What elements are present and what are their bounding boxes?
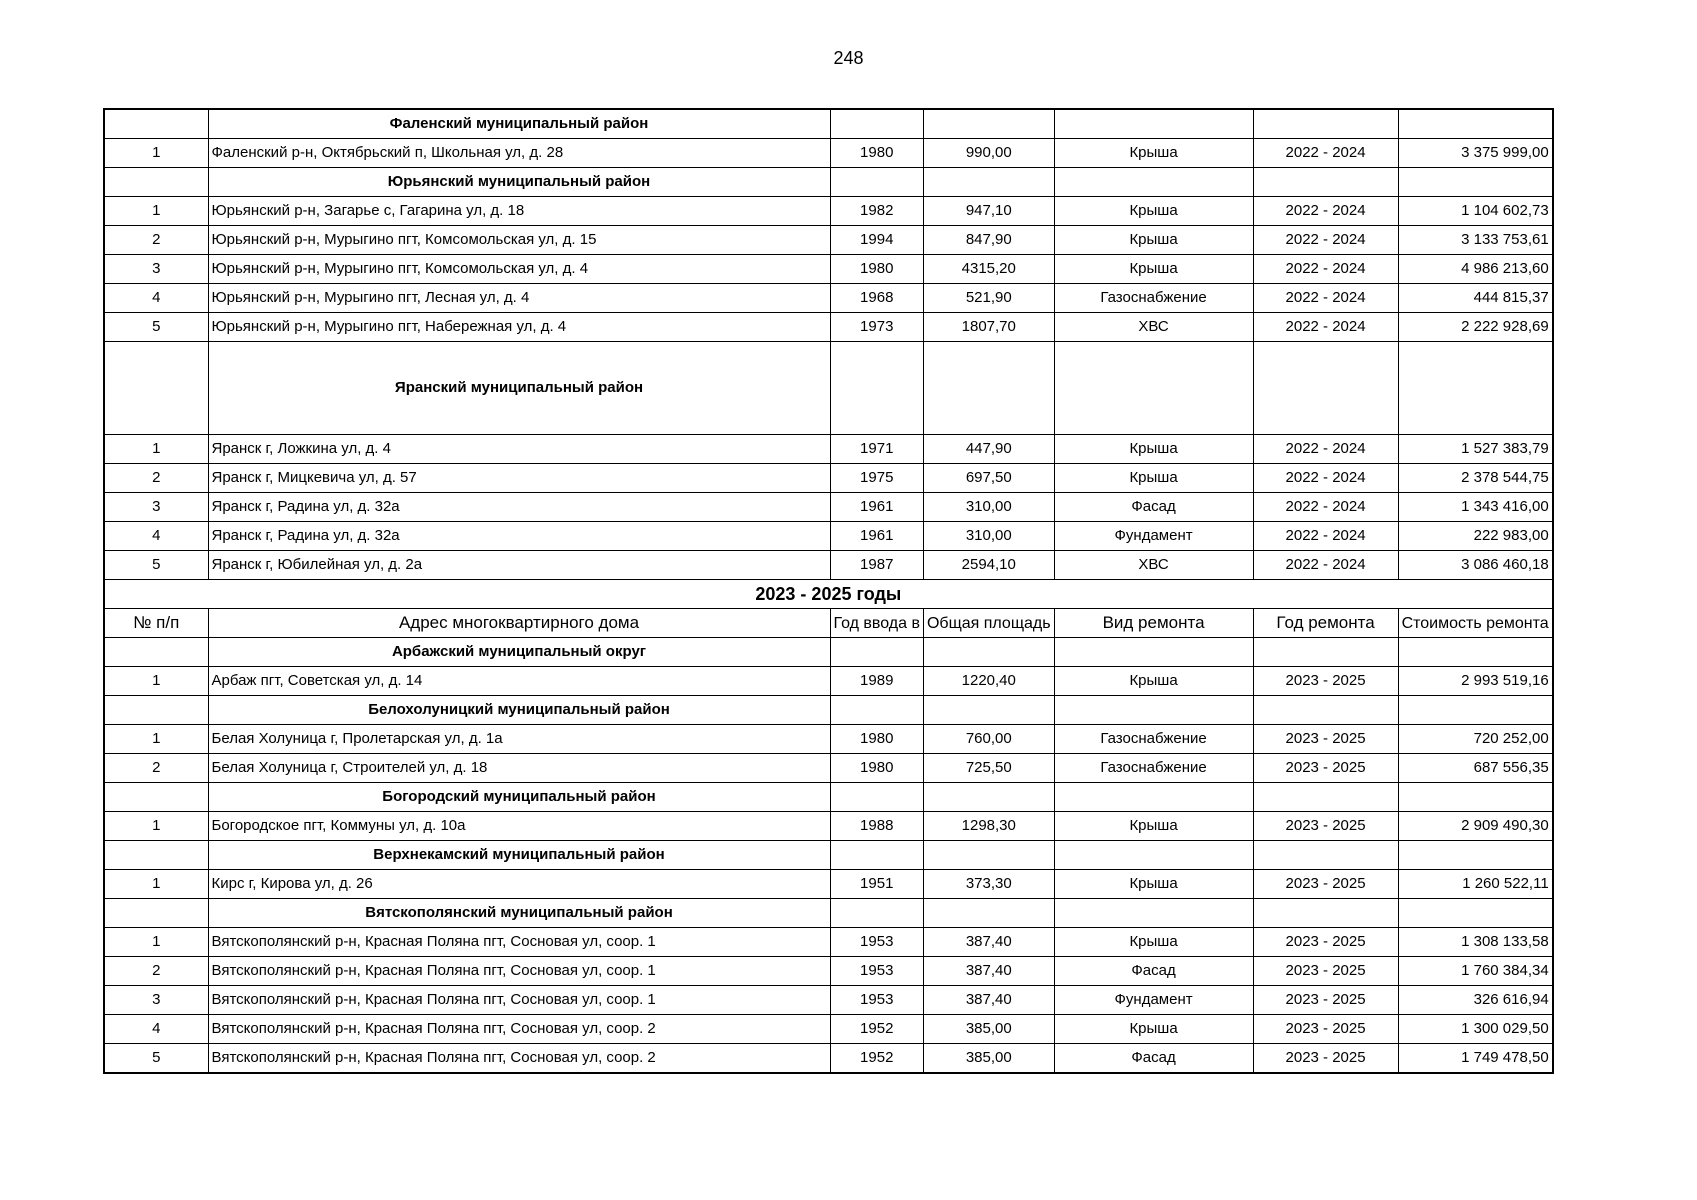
row-area: 990,00 <box>923 139 1054 168</box>
row-area: 387,40 <box>923 928 1054 957</box>
page-number: 248 <box>833 48 864 68</box>
row-area: 447,90 <box>923 435 1054 464</box>
group-empty-cell <box>923 899 1054 928</box>
row-repair-period: 2023 - 2025 <box>1253 957 1398 986</box>
year-banner-row <box>104 580 1553 609</box>
header-address: Адрес многоквартирного дома <box>208 609 830 638</box>
row-number: 2 <box>104 226 208 255</box>
table-row <box>104 754 1553 783</box>
table-row <box>104 928 1553 957</box>
group-empty-cell <box>1398 109 1553 139</box>
row-number: 1 <box>104 928 208 957</box>
row-address: Вятскополянский р-н, Красная Поляна пгт, Сосновая ул, соор. 2 <box>208 1015 830 1044</box>
table-row <box>104 197 1553 226</box>
table-row <box>104 870 1553 899</box>
year-banner: 2023 - 2025 годы <box>104 580 1553 609</box>
group-empty-cell <box>1398 168 1553 197</box>
row-year-built: 1968 <box>830 284 923 313</box>
row-repair-period: 2023 - 2025 <box>1253 928 1398 957</box>
group-row <box>104 168 1553 197</box>
group-empty-cell <box>1054 168 1253 197</box>
table-row <box>104 957 1553 986</box>
row-number: 1 <box>104 725 208 754</box>
row-number: 1 <box>104 435 208 464</box>
row-area: 947,10 <box>923 197 1054 226</box>
row-repair-period: 2023 - 2025 <box>1253 754 1398 783</box>
header-cost: Стоимость ремонта <box>1398 609 1553 638</box>
row-repair-type: ХВС <box>1054 551 1253 580</box>
row-cost: 2 222 928,69 <box>1398 313 1553 342</box>
row-area: 310,00 <box>923 493 1054 522</box>
table-row <box>104 493 1553 522</box>
table-row <box>104 313 1553 342</box>
row-cost: 1 260 522,11 <box>1398 870 1553 899</box>
group-empty-cell <box>1054 841 1253 870</box>
row-address: Кирс г, Кирова ул, д. 26 <box>208 870 830 899</box>
row-number: 3 <box>104 986 208 1015</box>
row-repair-type: Газоснабжение <box>1054 284 1253 313</box>
header-area: Общая площадь <box>923 609 1054 638</box>
section-2023-2025-header <box>104 580 1553 638</box>
group-empty-cell <box>830 841 923 870</box>
group-empty-cell <box>923 168 1054 197</box>
group-empty-cell <box>1253 109 1398 139</box>
row-number: 1 <box>104 667 208 696</box>
row-cost: 2 909 490,30 <box>1398 812 1553 841</box>
table-row <box>104 284 1553 313</box>
group-num-cell <box>104 168 208 197</box>
table-row <box>104 812 1553 841</box>
group-row <box>104 342 1553 435</box>
row-address: Яранск г, Юбилейная ул, д. 2а <box>208 551 830 580</box>
row-cost: 1 300 029,50 <box>1398 1015 1553 1044</box>
row-area: 725,50 <box>923 754 1054 783</box>
group-empty-cell <box>1253 638 1398 667</box>
row-number: 1 <box>104 197 208 226</box>
group-empty-cell <box>1253 841 1398 870</box>
row-area: 385,00 <box>923 1044 1054 1074</box>
group-empty-cell <box>923 696 1054 725</box>
group-empty-cell <box>1398 899 1553 928</box>
row-cost: 3 133 753,61 <box>1398 226 1553 255</box>
row-year-built: 1980 <box>830 754 923 783</box>
row-cost: 2 378 544,75 <box>1398 464 1553 493</box>
table-row <box>104 725 1553 754</box>
row-repair-type: Фасад <box>1054 957 1253 986</box>
row-cost: 4 986 213,60 <box>1398 255 1553 284</box>
header-repair-year: Год ремонта <box>1253 609 1398 638</box>
row-area: 310,00 <box>923 522 1054 551</box>
group-row <box>104 899 1553 928</box>
row-address: Юрьянский р-н, Мурыгино пгт, Комсомольская ул, д. 15 <box>208 226 830 255</box>
row-repair-period: 2022 - 2024 <box>1253 551 1398 580</box>
group-num-cell <box>104 899 208 928</box>
row-area: 1807,70 <box>923 313 1054 342</box>
group-title: Богородский муниципальный район <box>208 783 830 812</box>
group-empty-cell <box>830 342 923 435</box>
row-area: 1220,40 <box>923 667 1054 696</box>
row-number: 1 <box>104 139 208 168</box>
row-repair-period: 2022 - 2024 <box>1253 226 1398 255</box>
row-repair-type: Крыша <box>1054 667 1253 696</box>
group-empty-cell <box>923 783 1054 812</box>
row-repair-type: Фасад <box>1054 1044 1253 1074</box>
row-address: Юрьянский р-н, Мурыгино пгт, Лесная ул, д. 4 <box>208 284 830 313</box>
header-num: № п/п <box>104 609 208 638</box>
row-repair-type: Крыша <box>1054 255 1253 284</box>
group-empty-cell <box>1054 696 1253 725</box>
row-repair-type: Крыша <box>1054 435 1253 464</box>
row-repair-type: Крыша <box>1054 1015 1253 1044</box>
row-area: 387,40 <box>923 986 1054 1015</box>
row-address: Фаленский р-н, Октябрьский п, Школьная ул, д. 28 <box>208 139 830 168</box>
group-empty-cell <box>830 168 923 197</box>
table-row <box>104 667 1553 696</box>
row-repair-type: Фасад <box>1054 493 1253 522</box>
group-empty-cell <box>830 899 923 928</box>
row-address: Вятскополянский р-н, Красная Поляна пгт, Сосновая ул, соор. 1 <box>208 928 830 957</box>
row-address: Юрьянский р-н, Мурыгино пгт, Набережная ул, д. 4 <box>208 313 830 342</box>
table-row <box>104 1015 1553 1044</box>
row-repair-period: 2022 - 2024 <box>1253 435 1398 464</box>
row-cost: 1 527 383,79 <box>1398 435 1553 464</box>
group-empty-cell <box>1054 783 1253 812</box>
row-number: 3 <box>104 493 208 522</box>
row-address: Белая Холуница г, Пролетарская ул, д. 1а <box>208 725 830 754</box>
row-area: 521,90 <box>923 284 1054 313</box>
row-repair-type: Фундамент <box>1054 522 1253 551</box>
group-empty-cell <box>1253 342 1398 435</box>
row-year-built: 1980 <box>830 255 923 284</box>
group-empty-cell <box>1253 696 1398 725</box>
row-cost: 444 815,37 <box>1398 284 1553 313</box>
group-num-cell <box>104 638 208 667</box>
group-empty-cell <box>1253 783 1398 812</box>
group-empty-cell <box>1398 783 1553 812</box>
row-year-built: 1989 <box>830 667 923 696</box>
row-repair-period: 2022 - 2024 <box>1253 522 1398 551</box>
row-address: Вятскополянский р-н, Красная Поляна пгт, Сосновая ул, соор. 2 <box>208 1044 830 1074</box>
group-num-cell <box>104 109 208 139</box>
row-repair-period: 2023 - 2025 <box>1253 812 1398 841</box>
table-row <box>104 255 1553 284</box>
group-empty-cell <box>1398 638 1553 667</box>
row-repair-period: 2023 - 2025 <box>1253 1044 1398 1074</box>
row-repair-period: 2022 - 2024 <box>1253 464 1398 493</box>
row-number: 5 <box>104 313 208 342</box>
row-repair-type: Крыша <box>1054 226 1253 255</box>
row-repair-type: Крыша <box>1054 870 1253 899</box>
row-year-built: 1953 <box>830 957 923 986</box>
row-area: 373,30 <box>923 870 1054 899</box>
header-repair-type: Вид ремонта <box>1054 609 1253 638</box>
row-area: 1298,30 <box>923 812 1054 841</box>
row-repair-period: 2022 - 2024 <box>1253 284 1398 313</box>
row-year-built: 1975 <box>830 464 923 493</box>
row-repair-period: 2022 - 2024 <box>1253 313 1398 342</box>
row-number: 2 <box>104 754 208 783</box>
row-year-built: 1980 <box>830 725 923 754</box>
row-address: Арбаж пгт, Советская ул, д. 14 <box>208 667 830 696</box>
group-empty-cell <box>1398 696 1553 725</box>
row-year-built: 1973 <box>830 313 923 342</box>
row-area: 697,50 <box>923 464 1054 493</box>
row-repair-period: 2023 - 2025 <box>1253 725 1398 754</box>
row-address: Юрьянский р-н, Загарье с, Гагарина ул, д. 18 <box>208 197 830 226</box>
row-year-built: 1971 <box>830 435 923 464</box>
group-num-cell <box>104 841 208 870</box>
row-number: 4 <box>104 1015 208 1044</box>
row-year-built: 1980 <box>830 139 923 168</box>
group-empty-cell <box>1054 342 1253 435</box>
row-cost: 687 556,35 <box>1398 754 1553 783</box>
row-cost: 326 616,94 <box>1398 986 1553 1015</box>
row-repair-type: Фундамент <box>1054 986 1253 1015</box>
row-number: 4 <box>104 284 208 313</box>
table-row <box>104 551 1553 580</box>
group-title: Фаленский муниципальный район <box>208 109 830 139</box>
row-cost: 1 308 133,58 <box>1398 928 1553 957</box>
group-empty-cell <box>923 841 1054 870</box>
row-number: 5 <box>104 1044 208 1074</box>
group-empty-cell <box>1054 109 1253 139</box>
row-address: Белая Холуница г, Строителей ул, д. 18 <box>208 754 830 783</box>
row-address: Яранск г, Ложкина ул, д. 4 <box>208 435 830 464</box>
group-empty-cell <box>1253 899 1398 928</box>
row-area: 385,00 <box>923 1015 1054 1044</box>
row-number: 4 <box>104 522 208 551</box>
row-address: Вятскополянский р-н, Красная Поляна пгт, Сосновая ул, соор. 1 <box>208 957 830 986</box>
row-repair-period: 2022 - 2024 <box>1253 255 1398 284</box>
row-cost: 1 749 478,50 <box>1398 1044 1553 1074</box>
row-number: 5 <box>104 551 208 580</box>
header-year-built: Год ввода в <box>830 609 923 638</box>
row-repair-type: Газоснабжение <box>1054 754 1253 783</box>
row-address: Юрьянский р-н, Мурыгино пгт, Комсомольская ул, д. 4 <box>208 255 830 284</box>
row-repair-period: 2022 - 2024 <box>1253 197 1398 226</box>
group-title: Яранский муниципальный район <box>208 342 830 435</box>
group-row <box>104 109 1553 139</box>
row-cost: 2 993 519,16 <box>1398 667 1553 696</box>
section-2022-2024 <box>104 109 1553 580</box>
row-repair-period: 2022 - 2024 <box>1253 139 1398 168</box>
table-row <box>104 986 1553 1015</box>
group-empty-cell <box>1054 638 1253 667</box>
section-2023-2025 <box>104 638 1553 1074</box>
row-cost: 222 983,00 <box>1398 522 1553 551</box>
row-repair-period: 2023 - 2025 <box>1253 1015 1398 1044</box>
row-cost: 720 252,00 <box>1398 725 1553 754</box>
group-empty-cell <box>1398 342 1553 435</box>
group-num-cell <box>104 696 208 725</box>
row-area: 760,00 <box>923 725 1054 754</box>
group-title: Верхнекамский муниципальный район <box>208 841 830 870</box>
row-year-built: 1952 <box>830 1015 923 1044</box>
row-cost: 1 343 416,00 <box>1398 493 1553 522</box>
row-year-built: 1982 <box>830 197 923 226</box>
row-year-built: 1961 <box>830 522 923 551</box>
row-year-built: 1951 <box>830 870 923 899</box>
row-address: Вятскополянский р-н, Красная Поляна пгт, Сосновая ул, соор. 1 <box>208 986 830 1015</box>
row-repair-type: Крыша <box>1054 812 1253 841</box>
row-repair-type: Крыша <box>1054 139 1253 168</box>
row-year-built: 1952 <box>830 1044 923 1074</box>
row-address: Яранск г, Радина ул, д. 32а <box>208 522 830 551</box>
row-address: Богородское пгт, Коммуны ул, д. 10а <box>208 812 830 841</box>
row-repair-type: Крыша <box>1054 197 1253 226</box>
row-cost: 3 086 460,18 <box>1398 551 1553 580</box>
group-empty-cell <box>830 783 923 812</box>
table-row <box>104 1044 1553 1074</box>
group-empty-cell <box>830 696 923 725</box>
row-repair-type: Газоснабжение <box>1054 725 1253 754</box>
group-title: Юрьянский муниципальный район <box>208 168 830 197</box>
group-title: Арбажский муниципальный округ <box>208 638 830 667</box>
row-repair-period: 2022 - 2024 <box>1253 493 1398 522</box>
row-cost: 1 104 602,73 <box>1398 197 1553 226</box>
table-row <box>104 522 1553 551</box>
row-repair-period: 2023 - 2025 <box>1253 870 1398 899</box>
row-address: Яранск г, Радина ул, д. 32а <box>208 493 830 522</box>
row-area: 387,40 <box>923 957 1054 986</box>
row-number: 1 <box>104 812 208 841</box>
group-row <box>104 783 1553 812</box>
group-empty-cell <box>1398 841 1553 870</box>
row-number: 1 <box>104 870 208 899</box>
group-title: Белохолуницкий муниципальный район <box>208 696 830 725</box>
row-repair-type: ХВС <box>1054 313 1253 342</box>
group-row <box>104 638 1553 667</box>
row-repair-type: Крыша <box>1054 928 1253 957</box>
group-empty-cell <box>830 109 923 139</box>
row-cost: 3 375 999,00 <box>1398 139 1553 168</box>
row-repair-period: 2023 - 2025 <box>1253 667 1398 696</box>
group-empty-cell <box>923 109 1054 139</box>
group-title: Вятскополянский муниципальный район <box>208 899 830 928</box>
group-empty-cell <box>1054 899 1253 928</box>
group-row <box>104 696 1553 725</box>
group-row <box>104 841 1553 870</box>
row-area: 2594,10 <box>923 551 1054 580</box>
row-number: 2 <box>104 957 208 986</box>
group-num-cell <box>104 342 208 435</box>
row-number: 2 <box>104 464 208 493</box>
row-year-built: 1994 <box>830 226 923 255</box>
row-area: 847,90 <box>923 226 1054 255</box>
row-address: Яранск г, Мицкевича ул, д. 57 <box>208 464 830 493</box>
row-area: 4315,20 <box>923 255 1054 284</box>
table-row <box>104 464 1553 493</box>
column-header-row <box>104 609 1553 638</box>
table-row <box>104 139 1553 168</box>
group-num-cell <box>104 783 208 812</box>
row-year-built: 1987 <box>830 551 923 580</box>
repair-registry-table <box>103 108 1554 1074</box>
row-year-built: 1961 <box>830 493 923 522</box>
group-empty-cell <box>1253 168 1398 197</box>
row-year-built: 1988 <box>830 812 923 841</box>
row-repair-period: 2023 - 2025 <box>1253 986 1398 1015</box>
group-empty-cell <box>923 638 1054 667</box>
row-repair-type: Крыша <box>1054 464 1253 493</box>
row-cost: 1 760 384,34 <box>1398 957 1553 986</box>
row-number: 3 <box>104 255 208 284</box>
table-row <box>104 226 1553 255</box>
table-row <box>104 435 1553 464</box>
group-empty-cell <box>923 342 1054 435</box>
row-year-built: 1953 <box>830 986 923 1015</box>
row-year-built: 1953 <box>830 928 923 957</box>
group-empty-cell <box>830 638 923 667</box>
